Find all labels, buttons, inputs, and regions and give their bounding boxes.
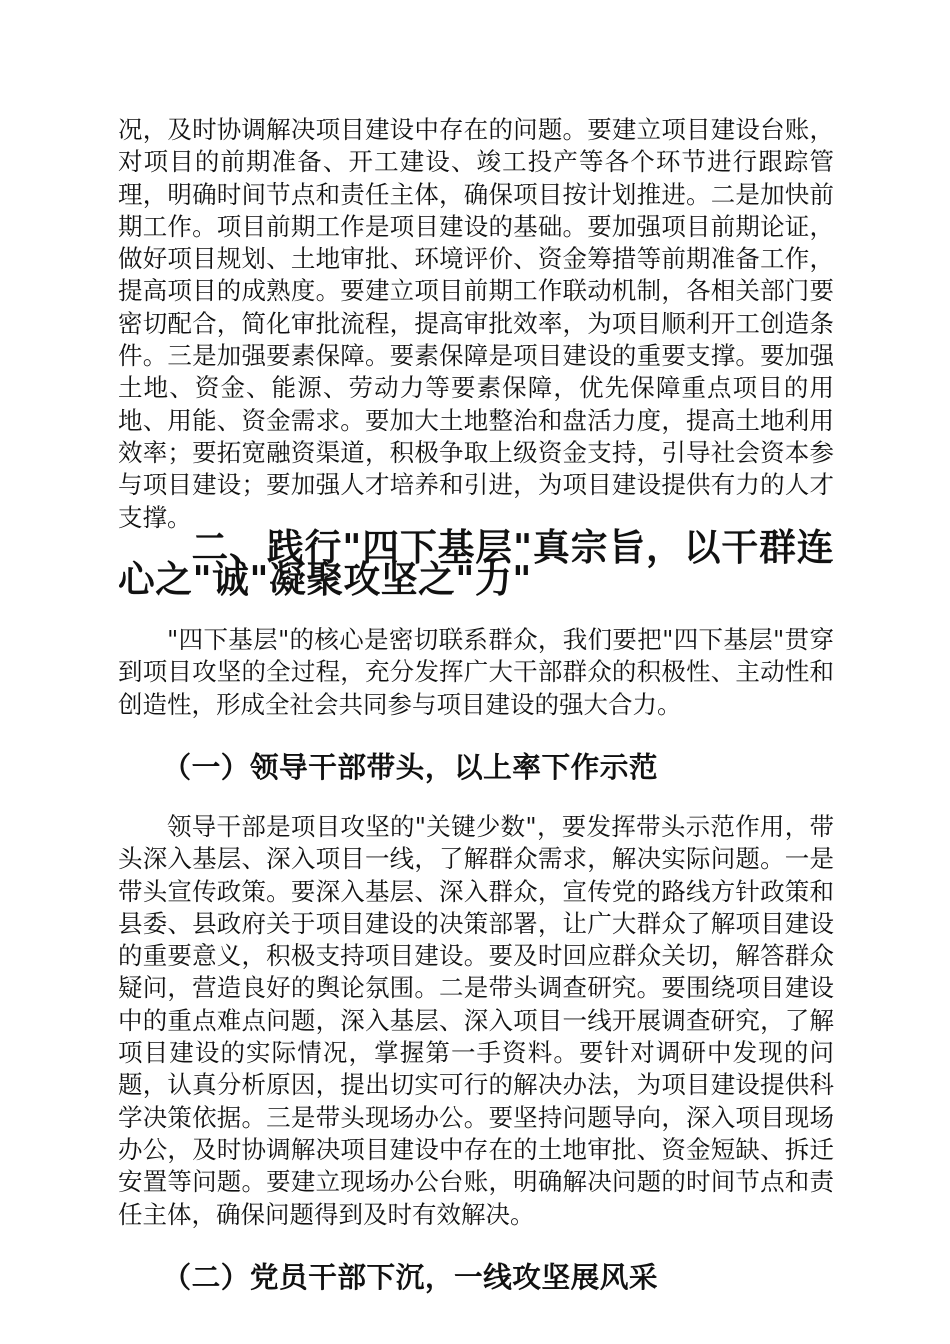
subsection-body-paragraph: 领导干部是项目攻坚的"关键少数"，要发挥带头示范作用，带头深入基层、深入项目一线，了解群众需求，解决实际问题。一是带头宣传政策。要深入基层、深入群众，宣传党的路线方针政策和县委、县政府关于项目建设的决策部署，让广大群众了解项目建设的重要意义，积极支持项目建设。要及时回应群众关切，解答群众疑问，营造良好的舆论氛围。二是带头调查研究。要围绕项目建设中的重点难点问题，深入基层、深入项目一线开展调查研究，了解项目建设的实际情况，掌握第一手资料。要针对调研中发现的问题，认真分析原因，提出切实可行的解决办法，为项目建设提供科学决策依据。三是带头现场办公。要坚持问题导向，深入项目现场办公，及时协调解决项目建设中存在的土地审批、资金短缺、拆迁安置等问题。要建立现场办公台账，明确解决问题的时间节点和责任主体，确保问题得到及时有效解决。 [118,812,834,1229]
subsection-heading: （二）党员干部下沉，一线攻坚展风采 [162,1260,659,1294]
section-intro-paragraph: "四下基层"的核心是密切联系群众，我们要把"四下基层"贯穿到项目攻坚的全过程，充分发挥广大干部群众的积极性、主动性和创造性，形成全社会共同参与项目建设的强大合力。 [118,625,834,719]
section-heading: 二、践行"四下基层"真宗旨，以干群连心之"诚"凝聚攻坚之"力" [118,526,834,602]
body-paragraph: 况，及时协调解决项目建设中存在的问题。要建立项目建设台账，对项目的前期准备、开工建设、竣工投产等各个环节进行跟踪管理，明确时间节点和责任主体，确保项目按计划推进。二是加快前期工作。项目前期工作是项目建设的基础。要加强项目前期论证，做好项目规划、土地审批、环境评价、资金筹措等前期准备工作，提高项目的成熟度。要建立项目前期工作联动机制，各相关部门要密切配合，简化审批流程，提高审批效率，为项目顺利开工创造条件。三是加强要素保障。要素保障是项目建设的重要支撑。要加强土地、资金、能源、劳动力等要素保障，优先保障重点项目的用地、用能、资金需求。要加大土地整治和盘活力度，提高土地利用效率；要拓宽融资渠道，积极争取上级资金支持，引导社会资本参与项目建设；要加强人才培养和引进，为项目建设提供有力的人才支撑。 [118,115,834,532]
subsection-heading: （一）领导干部带头，以上率下作示范 [162,750,659,784]
document-page [118,114,834,1293]
